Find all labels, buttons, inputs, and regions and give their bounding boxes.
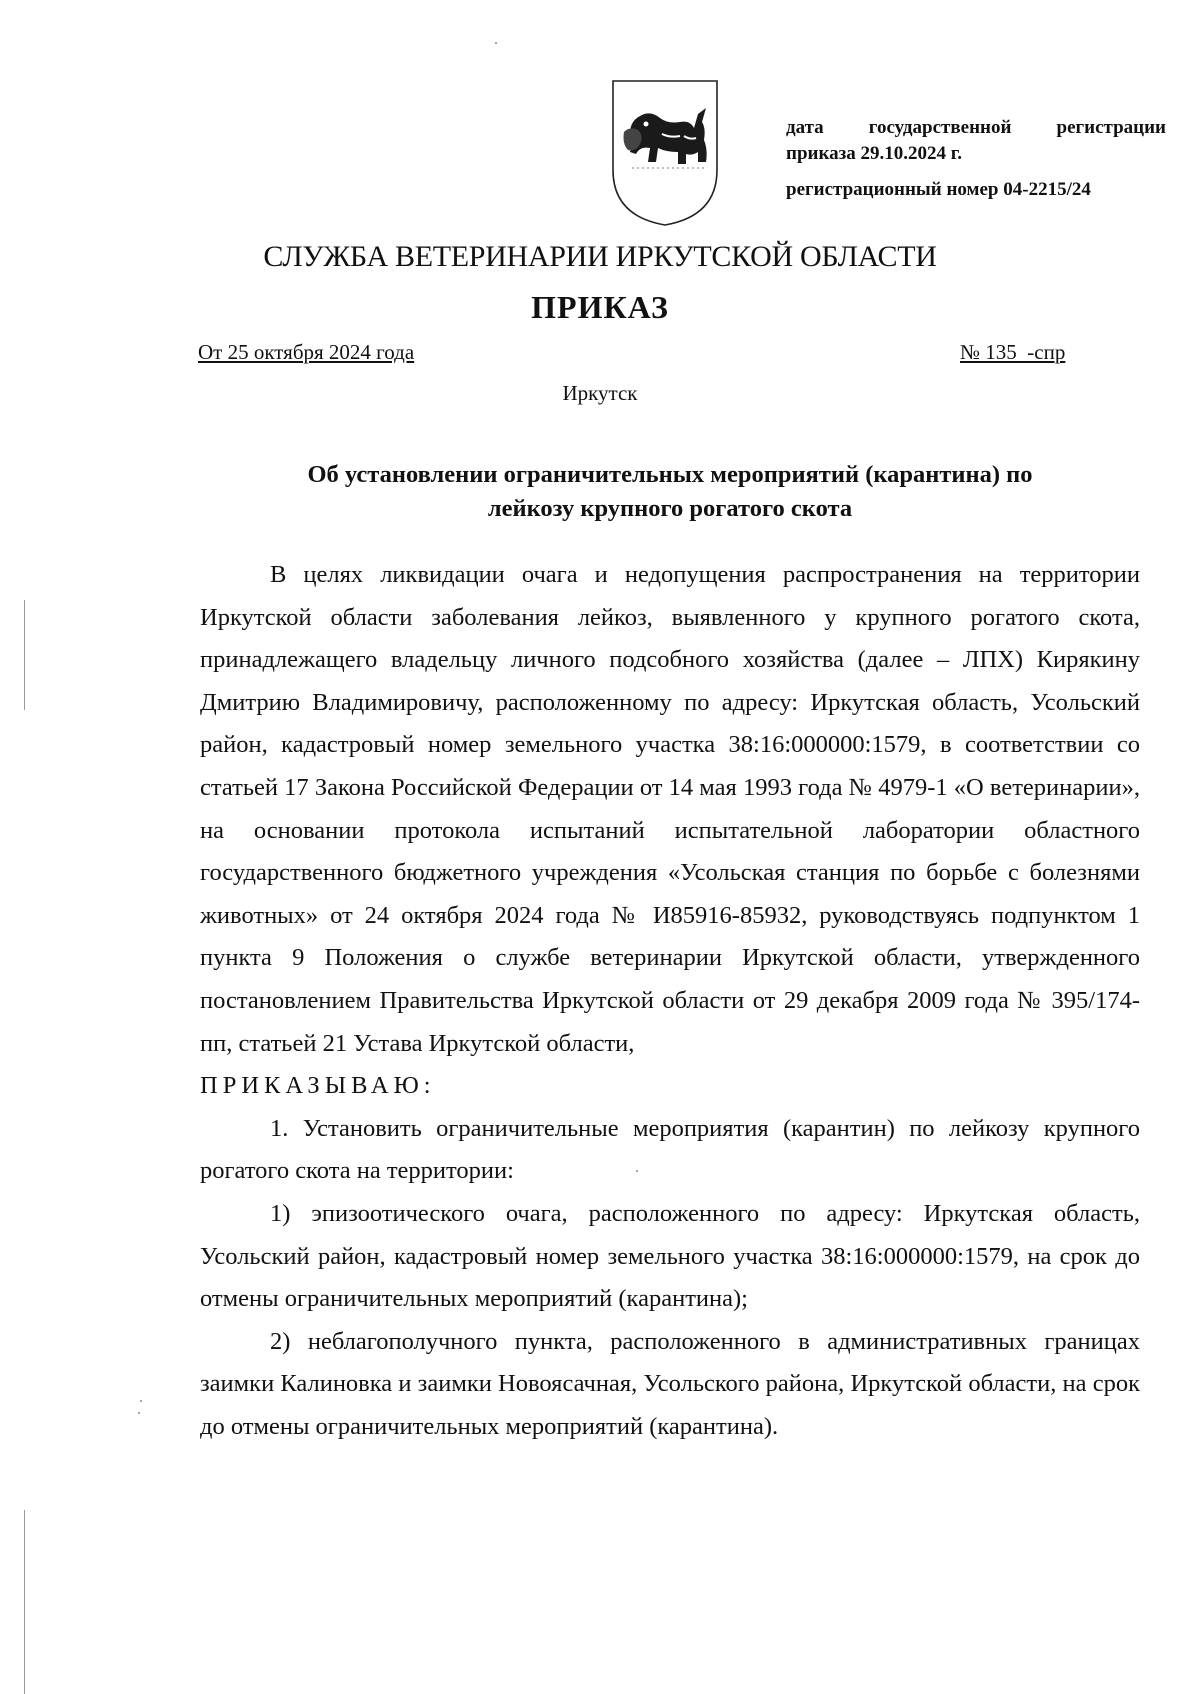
document-title	[200, 458, 1140, 526]
scan-speck	[138, 1412, 140, 1414]
preamble-paragraph: В целях ликвидации очага и недопущения распространения на территории Иркутской области заболевания лейкоз, выявленного у крупного рогатого скота, принадлежащего владельцу личного подсобного хозяйства (далее – ЛПХ) Кирякину Дмитрию Владимировичу, расположенному по адресу: Иркутская область, Усольский район, кадастровый номер земельного участка 38:16:000000:1579, в соответствии со статьей 17 Закона Российской Федерации от 14 мая 1993 года № 4979-1 «О ветеринарии», на основании протокола испытаний испытательной лаборатории областного государственного бюджетного учреждения «Усольская станция по борьбе с болезнями животных» от 24 октября 2024 года № И85916-85932, руководствуясь подпунктом 1 пункта 9 Положения о службе ветеринарии Иркутской области, утвержденного постановлением Правительства Иркутской области от 29 декабря 2009 года № 395/174-пп, статьей 21 Устава Иркутской области,	[200, 561, 1140, 1057]
registration-date-value: приказа 29.10.2024 г.	[786, 143, 962, 164]
document-title-line: лейкозу крупного рогатого скота	[487, 495, 853, 522]
document-type: ПРИКАЗ	[531, 289, 669, 325]
scan-margin-line	[24, 600, 25, 710]
document-title-line: Об установлении ограничительных мероприятий (карантина) по	[307, 461, 1033, 488]
document-body	[200, 554, 1140, 1448]
registration-number: регистрационный номер 04-2215/24	[786, 179, 1091, 200]
order-number: № 135 -спр	[960, 340, 1066, 364]
scan-margin-line	[24, 1510, 25, 1694]
order-subitem: 1) эпизоотического очага, расположенного по адресу: Иркутская область, Усольский район, кадастровый номер земельного участка 38:16:000000:1579, на срок до отмены ограничительных мероприятий (карантина);	[200, 1199, 1140, 1313]
organization-name: СЛУЖБА ВЕТЕРИНАРИИ ИРКУТСКОЙ ОБЛАСТИ	[263, 240, 937, 273]
order-item: 1. Установить ограничительные мероприятия (карантин) по лейкозу крупного рогатого скота на территории:	[200, 1114, 1140, 1185]
registration-date-label: дата государственной регистрации	[786, 117, 1166, 138]
order-city: Иркутск	[562, 381, 638, 405]
scan-speck	[140, 1400, 142, 1402]
scan-speck	[495, 42, 497, 44]
irkutsk-coat-of-arms-icon	[610, 78, 720, 228]
order-date: От 25 октября 2024 года	[198, 340, 415, 364]
order-word: ПРИКАЗЫВАЮ:	[200, 1072, 436, 1100]
order-subitem: 2) неблагополучного пункта, расположенного в административных границах заимки Калиновка и заимки Новоясачная, Усольского района, Иркутской области, на срок до отмены ограничительных мероприятий (карантина).	[200, 1327, 1140, 1440]
